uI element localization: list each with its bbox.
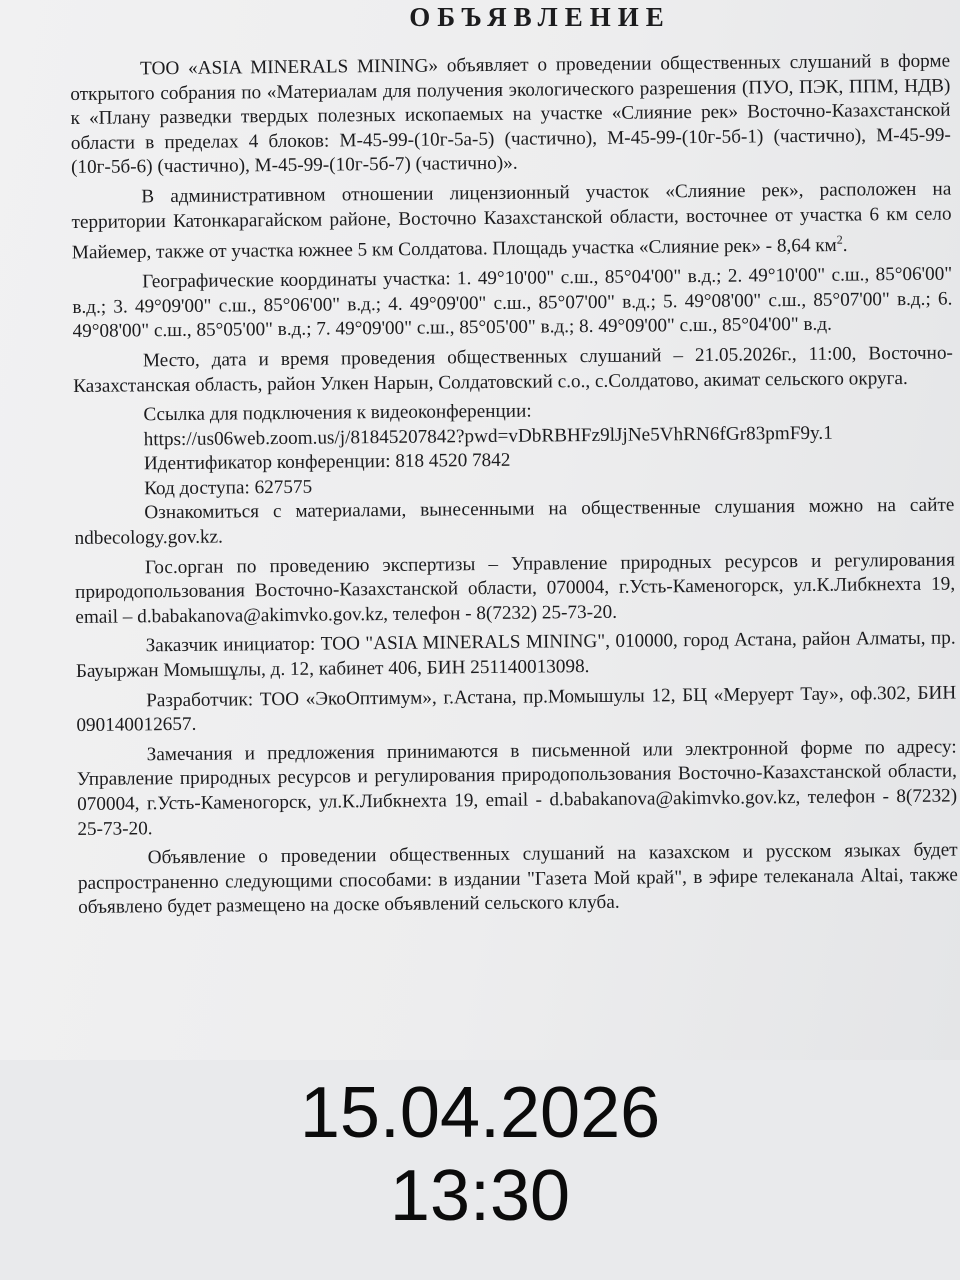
paragraph-developer: Разработчик: ТОО «ЭкоОптимум», г.Астана, пр.Момышулы 12, БЦ «Меруерт Тау», оф.302, БИН 090140012657. [76,682,957,737]
access-code: Код доступа: 627575 [144,476,313,500]
paragraph-distribution: Объявление о проведении общественных слушаний на казахском и русском языках будет распространенно следующими способами: в издании "Газета Мой край", в эфире телеканала Altai, также объявлено будет размещено на доске объявлений сельского клуба. [77,839,958,919]
paragraph-place-date: Место, дата и время проведения общественных слушаний – 21.05.2026г., 11:00, Восточно-Казахстанская область, район Улкен Нарын, Солдатовский с.о., с.Солдатово, акимат сельского округа. [73,342,953,397]
conference-id: Идентификатор конференции: 818 4520 7842 [143,450,511,475]
location-text: В административном отношении лицензионный участок «Слияние рек», расположен на территории Катонкарагайском районе, Восточно Казахстанской области, восточнее от участка 6 км село Майемер, также от участка южнее 5 км Солдатова. Площадь участка «Слияние рек» - 8,64 км [71,178,952,264]
timestamp-date: 15.04.2026 [299,1073,661,1153]
paragraph-customer: Заказчик инициатор: ТОО "ASIA MINERALS MINING", 010000, город Астана, район Алматы, пр. Бауыржан Момышұлы, д. 12, кабинет 406, БИН 251140013098. [75,627,956,683]
paragraph-intro: ТОО «ASIA MINERALS MINING» объявляет о проведении общественных слушаний в форме открытого собрания по «Материалам для получения экологического разрешения (ПУО, ПЭК, ППМ, НДВ) к «Плану разведки твердых полезных ископаемых на участке «Слияние рек» Восточно-Казахстанской области в пределах 4 блоков: М-45-99-(10г-5а-5) (частично), М-45-99-(10г-5б-1) (частично), М-45-99-(10г-5б-6) (частично), М-45-99-(10г-5б-7) (частично)». [70,50,951,179]
location-end: . [842,235,848,257]
document-body [70,50,958,921]
paragraph-materials: Ознакомиться с материалами, вынесенными на общественные слушания можно на сайте ndbecology.gov.kz. [74,495,955,550]
timestamp-time: 13:30 [389,1156,571,1236]
document-title: ОБЪЯВЛЕНИЕ [409,2,671,32]
video-label: Ссылка для подключения к видеоконференции: [143,400,532,426]
paragraph-gov-body: Гос.орган по проведению экспертизы – Управление природных ресурсов и регулирования природопользования Восточно-Казахстанской области, 070004, г.Усть-Каменогорск, ул.К.Либкнехта 19, email – d.babakanova@akimvko.gov.kz, телефон - 8(7232) 25-73-20. [75,549,956,628]
area-unit-superscript: 2 [836,232,843,247]
paragraph-remarks: Замечания и предложения принимаются в письменной или электронной форме по адресу: Управление природных ресурсов и регулирования природопользования Восточно-Казахстанской области, 070004, г.Усть-Каменогорск, ул.К.Либкнехта 19, email - d.babakanova@akimvko.gov.kz, телефон - 8(7232) 25-73-20. [76,736,958,840]
paragraph-coordinates: Географические координаты участка: 1. 49°10'00" с.ш., 85°04'00" в.д.; 2. 49°10'00" с.ш., 85°06'00" в.д.; 3. 49°09'00" с.ш., 85°06'00" в.д.; 4. 49°09'00" с.ш., 85°07'00" в.д.; 5. 49°08'00" с.ш., 85°07'00" в.д.; 6. 49°08'00" с.ш., 85°05'00" в.д.; 7. 49°09'00" с.ш., 85°05'00" в.д.; 8. 49°09'00" с.ш., 85°04'00" в.д. [72,263,953,343]
video-link[interactable]: https://us06web.zoom.us/j/81845207842?pwd=vDbRBHFz9lJjNe5VhRN6fGr83pmF9y.1 [143,422,833,451]
paragraph-location [71,178,952,267]
